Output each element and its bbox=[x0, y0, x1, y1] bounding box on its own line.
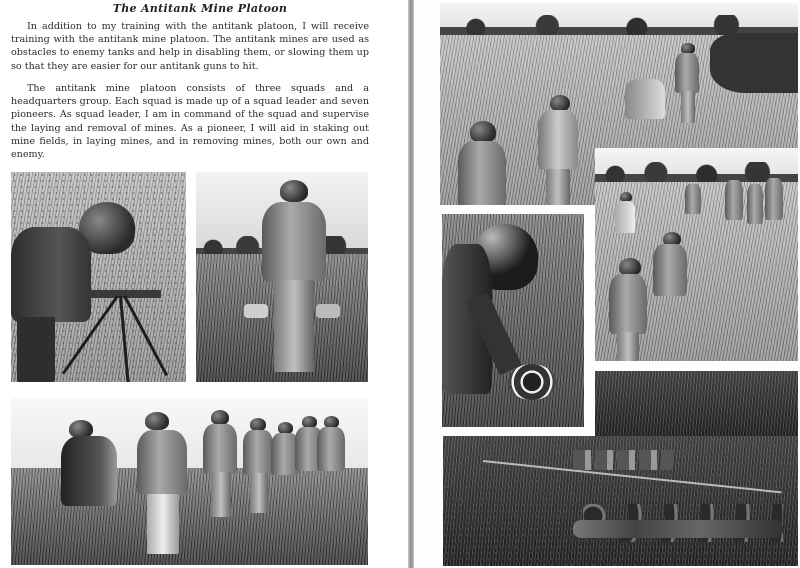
soldier-figure bbox=[725, 174, 785, 254]
photo-prone-line-lower bbox=[443, 436, 798, 566]
soldier-figure bbox=[442, 214, 584, 427]
torso-shape bbox=[625, 79, 665, 119]
torso-shape bbox=[11, 227, 91, 322]
torso-shape bbox=[317, 427, 345, 471]
photo-squad-field-walk bbox=[595, 148, 798, 361]
soldier-foreground-right bbox=[538, 95, 582, 205]
prone-bodies bbox=[573, 520, 783, 538]
soldier-figure bbox=[254, 180, 334, 380]
photo-pioneer-carrying-mines bbox=[196, 172, 368, 382]
helmet-shape bbox=[280, 180, 308, 202]
page-heading: The Antitank Mine Platoon bbox=[112, 2, 288, 15]
page-gutter bbox=[408, 0, 414, 568]
torso-shape bbox=[609, 274, 647, 334]
torso-shape bbox=[685, 184, 701, 214]
torso-shape bbox=[765, 178, 783, 220]
photo-prone-line bbox=[595, 371, 798, 437]
torso-shape bbox=[653, 244, 687, 296]
helmet-shape bbox=[470, 121, 496, 143]
mine-right bbox=[316, 304, 340, 318]
torso-shape bbox=[243, 430, 273, 475]
legs-shape bbox=[546, 169, 570, 205]
mine-left bbox=[244, 304, 268, 318]
soldier-figure bbox=[11, 192, 121, 382]
antitank-mine bbox=[508, 364, 556, 400]
torso-shape bbox=[615, 201, 635, 233]
soldier-figure bbox=[615, 192, 637, 262]
prone-soldiers-far bbox=[573, 450, 673, 470]
right-page bbox=[415, 0, 800, 568]
photo-squad-line bbox=[11, 398, 368, 565]
torso-shape bbox=[203, 424, 237, 474]
soldier-kneeling bbox=[625, 75, 665, 135]
legs-shape bbox=[274, 280, 314, 372]
torso-shape bbox=[538, 110, 578, 170]
torso-shape bbox=[61, 436, 117, 506]
torso-shape bbox=[747, 184, 763, 224]
legs-shape bbox=[211, 472, 231, 517]
soldier-standing bbox=[675, 43, 701, 123]
soldier-figure bbox=[685, 178, 703, 233]
legs-shape bbox=[617, 332, 639, 361]
legs-shape bbox=[681, 91, 695, 123]
paragraph-organization: The antitank mine platoon consists of three squads and a headquarters group. Each squad is made up of a squad leader and seven pioneers. As squad leader, I am in command of the squad and supervise the laying and removal of mines. As a pioneer, I will aid in staking out mine fields, in laying mines, and in removing mines, both our own and enemy. bbox=[11, 83, 369, 161]
torso-shape bbox=[725, 180, 743, 220]
legs-shape bbox=[147, 494, 179, 554]
helmet-shape bbox=[550, 95, 570, 111]
soldier-figure-3 bbox=[203, 410, 239, 520]
soldier-foreground-left bbox=[458, 121, 508, 205]
torso-shape bbox=[675, 53, 699, 93]
soldier-figure-1 bbox=[61, 420, 121, 550]
soldier-foreground bbox=[609, 258, 649, 361]
helmet-shape bbox=[145, 412, 169, 430]
soldier-foreground bbox=[653, 232, 689, 332]
paragraph-intro: In addition to my training with the antitank platoon, I will receive training with the antitank mine platoon. The antitank mines are used as obstacles to enemy tanks and help in disabling them, or slowing them up so that they are easier for our antitank guns to hit. bbox=[11, 21, 369, 72]
torso-shape bbox=[458, 141, 506, 205]
torso-shape bbox=[262, 202, 326, 282]
soldier-figure-7 bbox=[317, 416, 347, 511]
photo-squad-leader-writing bbox=[11, 172, 186, 382]
thicket bbox=[710, 33, 798, 93]
torso-shape bbox=[137, 430, 187, 495]
legs-shape bbox=[250, 473, 268, 513]
photo-mine-closeup bbox=[442, 214, 584, 427]
helmet-shape bbox=[211, 410, 229, 425]
soldier-figure-2 bbox=[133, 412, 193, 562]
legs-shape bbox=[17, 317, 55, 382]
